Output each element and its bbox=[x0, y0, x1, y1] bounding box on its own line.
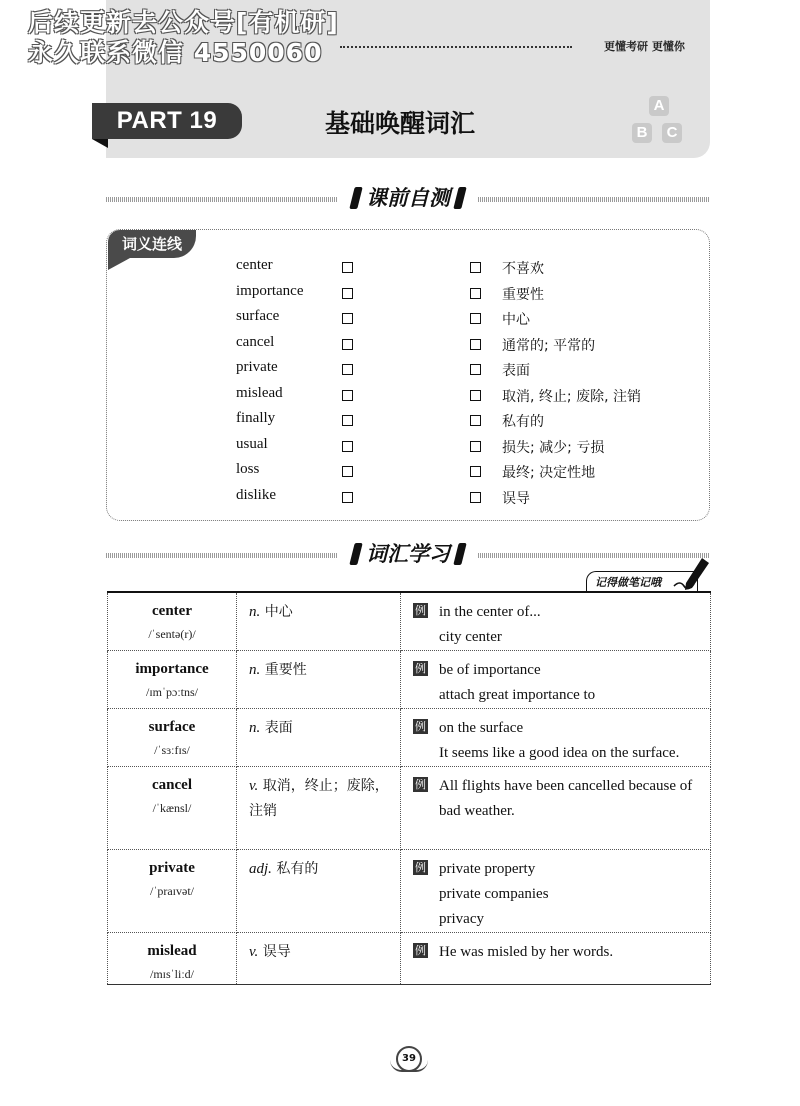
matching-row bbox=[0, 461, 800, 485]
matching-row bbox=[0, 359, 800, 383]
vocab-row bbox=[108, 850, 711, 933]
meaning-checkbox[interactable] bbox=[470, 313, 481, 324]
matching-word: center bbox=[236, 257, 273, 273]
vocab-word: cancel bbox=[152, 777, 192, 793]
meaning-checkbox[interactable] bbox=[470, 364, 481, 375]
vocab-word: private bbox=[149, 860, 195, 876]
block-a-icon: A bbox=[649, 96, 669, 116]
matching-word: finally bbox=[236, 410, 276, 426]
block-c-icon: C bbox=[662, 123, 682, 143]
example-cell bbox=[401, 651, 711, 709]
matching-row bbox=[0, 308, 800, 332]
pretest-heading-text: 课前自测 bbox=[366, 186, 450, 210]
meaning-cell bbox=[237, 933, 401, 985]
word-checkbox[interactable] bbox=[342, 288, 353, 299]
matching-meaning: 中心 bbox=[502, 312, 530, 328]
example-lines bbox=[439, 716, 710, 766]
word-cell bbox=[108, 592, 237, 651]
example-marker-icon: 例 bbox=[415, 720, 426, 733]
vocab-table bbox=[107, 591, 711, 985]
pretest-heading bbox=[106, 182, 710, 212]
part-of-speech: v. bbox=[249, 944, 259, 960]
matching-meaning: 最终; 决定性地 bbox=[502, 465, 596, 481]
matching-meaning: 误导 bbox=[502, 490, 530, 507]
matching-tab-label: 词义连线 bbox=[108, 230, 196, 258]
example-line: He was misled by her words. bbox=[439, 944, 614, 960]
watermark bbox=[28, 8, 339, 68]
matching-word: surface bbox=[236, 308, 280, 324]
part-of-speech: n. bbox=[249, 662, 261, 678]
word-cell bbox=[108, 933, 237, 985]
phonetic: /ˈsentə(r)/ bbox=[148, 627, 196, 641]
example-line: It seems like a good idea on the surface. bbox=[439, 745, 680, 761]
meaning-checkbox[interactable] bbox=[470, 288, 481, 299]
example-cell bbox=[401, 850, 711, 933]
matching-word: cancel bbox=[236, 333, 275, 350]
matching-row bbox=[0, 257, 800, 281]
vocab-row bbox=[108, 933, 711, 985]
matching-row bbox=[0, 436, 800, 460]
note-reminder-tag: 记得做笔记哦 bbox=[586, 571, 698, 592]
example-lines bbox=[439, 600, 710, 650]
part-of-speech: n. bbox=[249, 604, 261, 620]
matching-meaning: 表面 bbox=[502, 363, 530, 379]
matching-row bbox=[0, 385, 800, 409]
meaning-text: 私有的 bbox=[271, 861, 319, 877]
study-heading bbox=[106, 538, 710, 568]
example-line: city center bbox=[439, 629, 502, 645]
word-checkbox[interactable] bbox=[342, 415, 353, 426]
example-lines bbox=[439, 774, 710, 824]
matching-meaning: 通常的; 平常的 bbox=[502, 337, 596, 354]
phonetic: /ˈsɜːfɪs/ bbox=[154, 743, 190, 757]
example-marker-icon: 例 bbox=[415, 861, 426, 874]
meaning-cell bbox=[237, 767, 401, 850]
pen-icon bbox=[672, 556, 712, 596]
matching-meaning: 私有的 bbox=[502, 414, 544, 430]
part-of-speech: v. bbox=[249, 778, 259, 794]
meaning-cell bbox=[237, 651, 401, 709]
meaning-text: 误导 bbox=[258, 944, 291, 960]
vocab-row bbox=[108, 767, 711, 850]
example-line: privacy bbox=[439, 911, 484, 927]
matching-word: loss bbox=[236, 461, 260, 477]
meaning-checkbox[interactable] bbox=[470, 441, 481, 452]
meaning-text: 中心 bbox=[260, 604, 293, 620]
example-line: All flights have been cancelled because of bad weather. bbox=[439, 778, 693, 819]
meaning-checkbox[interactable] bbox=[470, 492, 481, 503]
matching-word: importance bbox=[236, 282, 304, 299]
meaning-cell bbox=[237, 592, 401, 651]
meaning-checkbox[interactable] bbox=[470, 415, 481, 426]
example-cell bbox=[401, 933, 711, 985]
matching-row bbox=[0, 334, 800, 358]
matching-meaning: 损失; 减少; 亏损 bbox=[502, 439, 605, 456]
matching-meaning: 不喜欢 bbox=[502, 261, 544, 277]
vocab-row bbox=[108, 651, 711, 709]
example-cell bbox=[401, 709, 711, 767]
word-checkbox[interactable] bbox=[342, 441, 353, 452]
matching-word: dislike bbox=[236, 486, 276, 503]
word-checkbox[interactable] bbox=[342, 262, 353, 273]
example-line: in the center of... bbox=[439, 604, 541, 620]
example-marker-icon: 例 bbox=[415, 662, 426, 675]
header-slogan: 更懂考研 更懂你 bbox=[604, 40, 685, 53]
study-heading-text: 词汇学习 bbox=[366, 542, 450, 566]
part-of-speech: adj. bbox=[249, 861, 272, 877]
watermark-line-1: 后续更新去公众号[有机研] bbox=[28, 8, 339, 37]
meaning-cell bbox=[237, 709, 401, 767]
matching-row bbox=[0, 410, 800, 434]
meaning-text: 取消，终止；废除，注销 bbox=[249, 778, 389, 819]
matching-row bbox=[0, 487, 800, 511]
matching-meaning: 重要性 bbox=[502, 286, 544, 303]
part-of-speech: n. bbox=[249, 720, 261, 736]
header-dotted-rule bbox=[340, 46, 572, 48]
vocab-word: importance bbox=[135, 661, 209, 677]
example-cell bbox=[401, 592, 711, 651]
word-checkbox[interactable] bbox=[342, 364, 353, 375]
meaning-checkbox[interactable] bbox=[470, 262, 481, 273]
example-lines bbox=[439, 940, 710, 965]
word-checkbox[interactable] bbox=[342, 390, 353, 401]
example-line: attach great importance to bbox=[439, 687, 596, 703]
meaning-checkbox[interactable] bbox=[470, 466, 481, 477]
vocab-row bbox=[108, 709, 711, 767]
example-marker-icon: 例 bbox=[415, 778, 426, 791]
abc-blocks-icon bbox=[632, 96, 686, 150]
phonetic: /ɪmˈpɔːtns/ bbox=[146, 685, 198, 699]
meaning-checkbox[interactable] bbox=[470, 390, 481, 401]
example-line: be of importance bbox=[439, 662, 541, 678]
phonetic: /mɪsˈliːd/ bbox=[149, 967, 194, 981]
matching-word: usual bbox=[236, 435, 268, 452]
word-cell bbox=[108, 651, 237, 709]
word-cell bbox=[108, 709, 237, 767]
meaning-text: 重要性 bbox=[260, 662, 307, 678]
word-checkbox[interactable] bbox=[342, 466, 353, 477]
word-cell bbox=[108, 767, 237, 850]
word-cell bbox=[108, 850, 237, 933]
example-marker-icon: 例 bbox=[415, 944, 426, 957]
word-checkbox[interactable] bbox=[342, 339, 353, 350]
example-lines bbox=[439, 857, 710, 932]
page-title: 基础唤醒词汇 bbox=[324, 109, 475, 138]
page-number: 39 bbox=[396, 1046, 422, 1072]
phonetic: /ˈkænsl/ bbox=[152, 801, 192, 815]
example-lines bbox=[439, 658, 710, 708]
word-checkbox[interactable] bbox=[342, 313, 353, 324]
matching-meaning: 取消, 终止; 废除, 注销 bbox=[502, 388, 641, 405]
example-line: private companies bbox=[439, 886, 549, 902]
matching-row bbox=[0, 283, 800, 307]
phonetic: /ˈpraɪvət/ bbox=[150, 884, 194, 898]
watermark-line-2: 永久联系微信 4550060 bbox=[28, 38, 323, 67]
example-marker-icon: 例 bbox=[415, 604, 426, 617]
vocab-word: center bbox=[152, 603, 192, 619]
example-cell bbox=[401, 767, 711, 850]
part-badge: PART 19 bbox=[92, 103, 242, 139]
meaning-text: 表面 bbox=[260, 720, 293, 736]
example-line: on the surface bbox=[439, 720, 524, 736]
meaning-cell bbox=[237, 850, 401, 933]
meaning-checkbox[interactable] bbox=[470, 339, 481, 350]
vocab-row bbox=[108, 592, 711, 651]
vocab-word: surface bbox=[148, 719, 196, 735]
block-b-icon: B bbox=[632, 123, 652, 143]
matching-word: private bbox=[236, 359, 278, 375]
matching-word: mislead bbox=[236, 384, 283, 401]
vocab-word: mislead bbox=[147, 943, 197, 959]
word-checkbox[interactable] bbox=[342, 492, 353, 503]
example-line: private property bbox=[439, 861, 536, 877]
part-badge-fold bbox=[92, 139, 108, 148]
